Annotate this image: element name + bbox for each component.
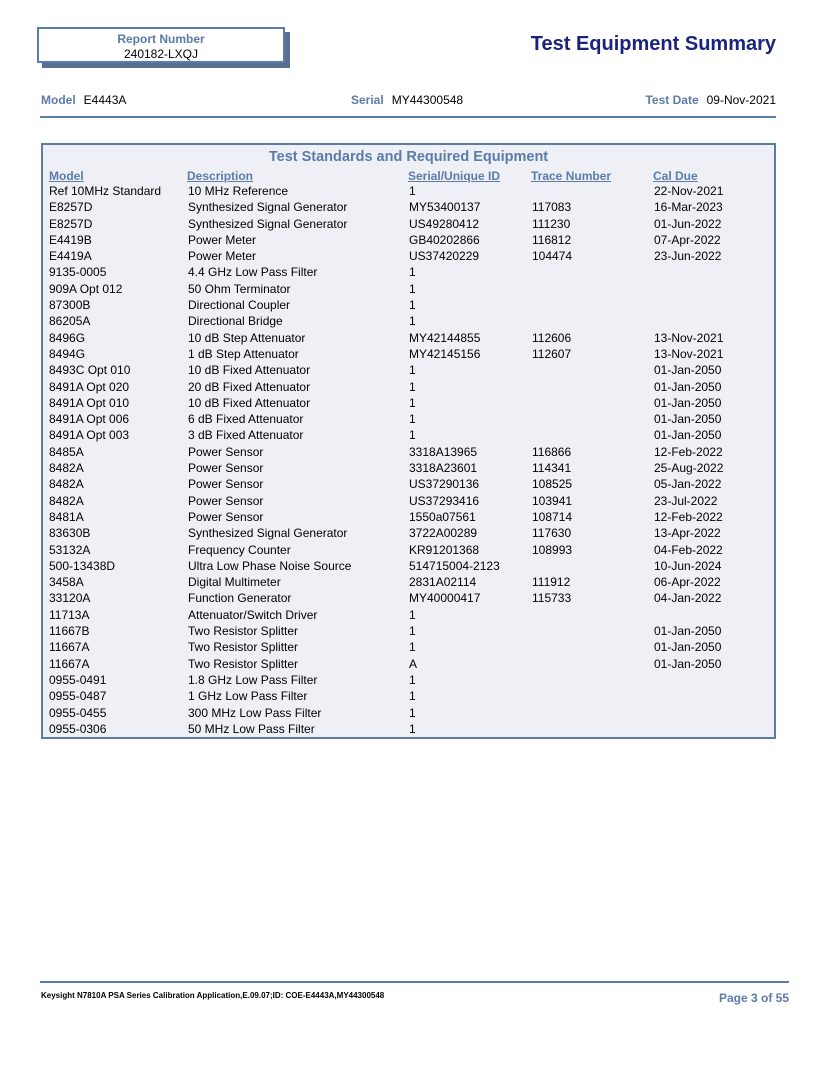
cell-serial: 1: [409, 640, 416, 655]
model-label: Model: [41, 93, 76, 107]
cell-cal-due: 13-Apr-2022: [654, 526, 721, 541]
cell-description: 10 MHz Reference: [188, 184, 289, 198]
cell-description: 50 MHz Low Pass Filter: [188, 721, 315, 736]
cell-description: Power Meter: [188, 232, 257, 247]
cell-description: 1 GHz Low Pass Filter: [188, 689, 308, 704]
table-row: [43, 623, 774, 639]
cell-model: 500-13438D: [49, 558, 116, 573]
cell-cal-due: 05-Jan-2022: [654, 477, 722, 492]
cell-serial: 3722A00289: [409, 526, 478, 541]
cell-serial: US37293416: [409, 493, 480, 508]
report-number-value: 240182-LXQJ: [123, 47, 199, 61]
cell-trace-number: 114341: [532, 461, 572, 476]
test-date-label: Test Date: [645, 93, 699, 107]
cell-model: 8481A: [49, 509, 84, 524]
table-row: [43, 232, 774, 248]
cell-description: 20 dB Fixed Attenuator: [188, 379, 311, 394]
cell-trace-number: 117083: [532, 200, 572, 215]
cell-description: 10 dB Step Attenuator: [188, 330, 306, 345]
cell-cal-due: 10-Jun-2024: [654, 558, 722, 573]
cell-serial: 1: [409, 379, 416, 394]
cell-serial: MY53400137: [409, 200, 481, 215]
table-row: [43, 330, 774, 346]
cell-serial: A: [409, 656, 418, 671]
cell-model: 33120A: [49, 591, 91, 606]
cell-cal-due: 06-Apr-2022: [654, 575, 721, 590]
table-row: [43, 199, 774, 215]
cell-description: Attenuator/Switch Driver: [188, 607, 318, 622]
meta-serial: [351, 93, 463, 107]
cell-description: Directional Coupler: [188, 298, 291, 313]
table-row: [43, 281, 774, 297]
cell-model: 53132A: [49, 542, 91, 557]
cell-cal-due: 01-Jan-2050: [654, 412, 722, 427]
cell-description: Synthesized Signal Generator: [188, 200, 348, 215]
cell-description: Frequency Counter: [188, 542, 291, 557]
cell-trace-number: 108993: [532, 542, 573, 557]
table-row: [43, 183, 774, 199]
cell-serial: 1: [409, 298, 416, 313]
cell-description: 300 MHz Low Pass Filter: [188, 705, 322, 720]
cell-serial: 1: [409, 184, 416, 198]
cell-model: E4419A: [49, 249, 92, 264]
cell-description: 6 dB Fixed Attenuator: [188, 412, 304, 427]
cell-description: 10 dB Fixed Attenuator: [188, 363, 311, 378]
table-row: [43, 493, 774, 509]
table-row: [43, 705, 774, 721]
table-row: [43, 476, 774, 492]
cell-description: 1.8 GHz Low Pass Filter: [188, 672, 318, 687]
cell-model: 11667A: [49, 640, 90, 655]
cell-cal-due: 01-Jan-2050: [654, 379, 722, 394]
cell-trace-number: 104474: [532, 249, 573, 264]
cell-model: 8491A Opt 020: [49, 379, 130, 394]
table-row: [43, 460, 774, 476]
cell-model: 8493C Opt 010: [49, 363, 131, 378]
cell-description: Directional Bridge: [188, 314, 283, 329]
cell-model: 11667B: [49, 624, 90, 639]
cell-trace-number: 112606: [532, 330, 572, 345]
cell-serial: 1: [409, 705, 416, 720]
cell-model: E8257D: [49, 200, 93, 215]
table-row: [43, 558, 774, 574]
cell-model: 8491A Opt 003: [49, 428, 130, 443]
cell-description: 10 dB Fixed Attenuator: [188, 395, 311, 410]
cell-model: 8494G: [49, 346, 86, 361]
table-row: [43, 379, 774, 395]
report-number-box: [37, 27, 285, 63]
cell-model: E4419B: [49, 232, 92, 247]
serial-value: MY44300548: [391, 93, 464, 107]
cell-cal-due: 01-Jan-2050: [654, 395, 722, 410]
cell-trace-number: 115733: [532, 591, 572, 606]
cell-cal-due: 13-Nov-2021: [654, 330, 724, 345]
cell-description: Synthesized Signal Generator: [188, 216, 348, 231]
cell-model: 83630B: [49, 526, 91, 541]
cell-cal-due: 01-Jan-2050: [654, 640, 722, 655]
column-header-description: Description: [187, 169, 254, 183]
equipment-title: Test Standards and Required Equipment: [268, 149, 549, 165]
cell-description: 4.4 GHz Low Pass Filter: [188, 265, 318, 280]
cell-model: 8482A: [49, 477, 84, 492]
table-row: [43, 639, 774, 655]
cell-model: 8496G: [49, 330, 86, 345]
cell-serial: 1: [409, 428, 416, 443]
cell-trace-number: 111912: [532, 575, 571, 590]
cell-description: Power Sensor: [188, 444, 264, 459]
cell-trace-number: 116866: [532, 444, 572, 459]
table-row: [43, 313, 774, 329]
cell-cal-due: 04-Jan-2022: [654, 591, 722, 606]
meta-test-date: [645, 93, 776, 107]
table-row: [43, 590, 774, 606]
cell-description: 3 dB Fixed Attenuator: [188, 428, 304, 443]
cell-serial: 1: [409, 607, 416, 622]
equipment-panel: [41, 143, 776, 739]
report-number-label: Report Number: [117, 32, 205, 46]
cell-description: Digital Multimeter: [188, 575, 281, 590]
cell-trace-number: 117630: [532, 526, 572, 541]
cell-cal-due: 01-Jan-2050: [654, 428, 722, 443]
cell-model: 8485A: [49, 444, 84, 459]
cell-description: 50 Ohm Terminator: [188, 281, 291, 296]
table-row: [43, 411, 774, 427]
cell-description: Two Resistor Splitter: [188, 656, 299, 671]
meta-model: [41, 93, 126, 107]
cell-trace-number: 103941: [532, 493, 573, 508]
cell-model: 8491A Opt 006: [49, 412, 130, 427]
table-row: [43, 525, 774, 541]
cell-model: 3458A: [49, 575, 84, 590]
cell-serial: 2831A02114: [409, 575, 477, 590]
cell-description: Power Sensor: [188, 493, 264, 508]
cell-trace-number: 108714: [532, 509, 573, 524]
cell-serial: 1: [409, 721, 416, 736]
cell-model: Ref 10MHz Standard: [49, 184, 162, 198]
cell-serial: 514715004-2123: [409, 558, 500, 573]
cell-trace-number: 112607: [532, 346, 572, 361]
cell-cal-due: 22-Nov-2021: [654, 184, 724, 198]
cell-serial: 1: [409, 412, 416, 427]
cell-cal-due: 01-Jun-2022: [654, 216, 722, 231]
cell-model: 8482A: [49, 461, 84, 476]
equipment-table: [43, 183, 774, 737]
model-value: E4443A: [83, 93, 127, 107]
footer-divider: [40, 981, 789, 983]
cell-cal-due: 01-Jan-2050: [654, 656, 722, 671]
table-row: [43, 395, 774, 411]
cell-model: 0955-0491: [49, 672, 107, 687]
header-divider: [40, 116, 776, 118]
table-row: [43, 672, 774, 688]
cell-serial: 1: [409, 689, 416, 704]
cell-trace-number: 108525: [532, 477, 573, 492]
cell-model: 11713A: [49, 607, 90, 622]
table-row: [43, 721, 774, 737]
cell-serial: MY42145156: [409, 346, 481, 361]
cell-model: 8482A: [49, 493, 84, 508]
cell-cal-due: 23-Jun-2022: [654, 249, 722, 264]
cell-serial: 1: [409, 672, 416, 687]
cell-description: Function Generator: [188, 591, 292, 606]
table-row: [43, 297, 774, 313]
cell-model: 86205A: [49, 314, 91, 329]
cell-model: 0955-0487: [49, 689, 107, 704]
cell-cal-due: 16-Mar-2023: [654, 200, 723, 215]
page-number: Page 3 of 55: [718, 991, 789, 1005]
table-row: [43, 362, 774, 378]
column-header-cal-due: Cal Due: [653, 169, 698, 183]
table-row: [43, 216, 774, 232]
table-row: [43, 264, 774, 280]
cell-description: Two Resistor Splitter: [188, 624, 299, 639]
cell-model: 87300B: [49, 298, 91, 313]
table-row: [43, 688, 774, 704]
cell-serial: 1: [409, 314, 416, 329]
footer-application-id: Keysight N7810A PSA Series Calibration Application,E.09.07;ID: COE-E4443A,MY44300548: [41, 991, 385, 1000]
cell-model: 11667A: [49, 656, 90, 671]
cell-serial: KR91201368: [409, 542, 480, 557]
cell-trace-number: 116812: [532, 232, 572, 247]
table-row: [43, 444, 774, 460]
table-row: [43, 509, 774, 525]
cell-model: 0955-0306: [49, 721, 107, 736]
cell-description: Power Sensor: [188, 461, 264, 476]
cell-serial: 1550a07561: [409, 509, 476, 524]
cell-cal-due: 01-Jan-2050: [654, 363, 722, 378]
cell-description: Synthesized Signal Generator: [188, 526, 348, 541]
table-row: [43, 346, 774, 362]
cell-serial: US37420229: [409, 249, 480, 264]
cell-cal-due: 25-Aug-2022: [654, 461, 724, 476]
cell-serial: 3318A13965: [409, 444, 478, 459]
column-header-trace-number: Trace Number: [531, 169, 612, 183]
cell-cal-due: 12-Feb-2022: [654, 444, 723, 459]
cell-serial: 1: [409, 281, 416, 296]
cell-cal-due: 23-Jul-2022: [654, 493, 718, 508]
cell-description: Power Meter: [188, 249, 257, 264]
cell-serial: 1: [409, 624, 416, 639]
table-row: [43, 248, 774, 264]
cell-serial: MY42144855: [409, 330, 481, 345]
cell-description: Two Resistor Splitter: [188, 640, 299, 655]
cell-serial: US37290136: [409, 477, 480, 492]
cell-model: 8491A Opt 010: [49, 395, 130, 410]
cell-cal-due: 13-Nov-2021: [654, 346, 724, 361]
cell-model: 9135-0005: [49, 265, 107, 280]
cell-model: E8257D: [49, 216, 93, 231]
table-row: [43, 427, 774, 443]
cell-cal-due: 07-Apr-2022: [654, 232, 721, 247]
cell-serial: US49280412: [409, 216, 480, 231]
table-row: [43, 542, 774, 558]
cell-cal-due: 01-Jan-2050: [654, 624, 722, 639]
cell-model: 0955-0455: [49, 705, 107, 720]
cell-serial: MY40000417: [409, 591, 481, 606]
cell-description: 1 dB Step Attenuator: [188, 346, 299, 361]
table-row: [43, 607, 774, 623]
column-header-serial: Serial/Unique ID: [408, 169, 501, 183]
cell-serial: 1: [409, 265, 416, 280]
cell-description: Ultra Low Phase Noise Source: [188, 558, 352, 573]
cell-description: Power Sensor: [188, 477, 264, 492]
table-row: [43, 656, 774, 672]
cell-description: Power Sensor: [188, 509, 264, 524]
cell-cal-due: 04-Feb-2022: [654, 542, 723, 557]
serial-label: Serial: [351, 93, 384, 107]
page-title: Test Equipment Summary: [530, 33, 776, 55]
cell-serial: 1: [409, 395, 416, 410]
cell-trace-number: 111230: [532, 216, 571, 231]
cell-model: 909A Opt 012: [49, 281, 123, 296]
column-header-model: Model: [49, 169, 84, 183]
cell-cal-due: 12-Feb-2022: [654, 509, 723, 524]
cell-serial: 1: [409, 363, 416, 378]
cell-serial: GB40202866: [409, 232, 480, 247]
cell-serial: 3318A23601: [409, 461, 478, 476]
table-row: [43, 574, 774, 590]
test-date-value: 09-Nov-2021: [706, 93, 776, 107]
